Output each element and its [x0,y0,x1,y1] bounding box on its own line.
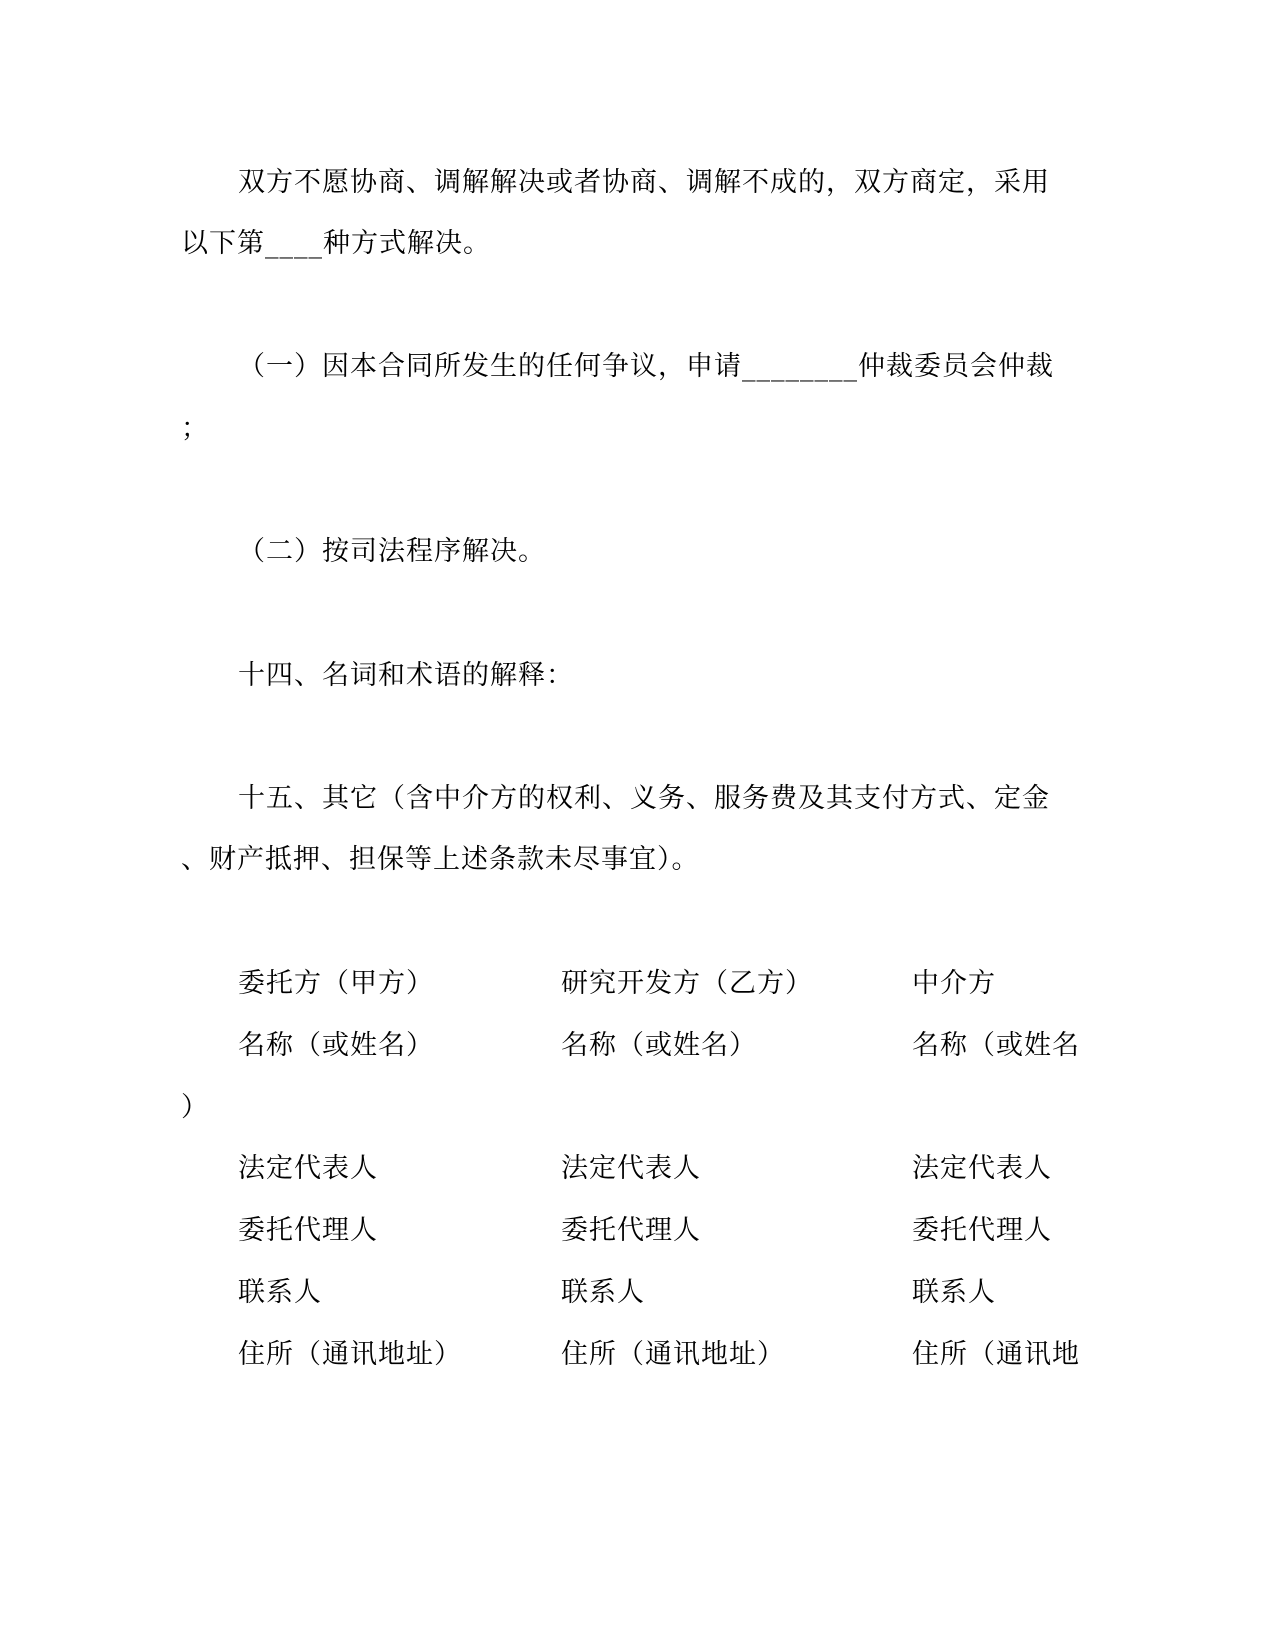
intermediary-legal-rep-label: 法定代表人 [912,1153,1052,1184]
intermediary-address-label: 住所（通讯地 [912,1339,1080,1370]
paragraph-dispute-line2: 以下第____种方式解决。 [181,228,491,259]
section-heading-other-line2: 、财产抵押、担保等上述条款未尽事宜）。 [181,844,700,875]
party-b-legal-rep-label: 法定代表人 [561,1153,701,1184]
party-b-agent-label: 委托代理人 [561,1215,701,1246]
section-heading-terms: 十四、名词和术语的解释： [238,660,574,691]
intermediary-agent-label: 委托代理人 [912,1215,1052,1246]
party-a-contact-label: 联系人 [238,1277,322,1308]
party-a-legal-rep-label: 法定代表人 [238,1153,378,1184]
party-a-name-label: 名称（或姓名） [238,1030,434,1061]
party-b-header: 研究开发方（乙方） [561,968,813,999]
paragraph-arbitration-line1: （一）因本合同所发生的任何争议，申请________仲裁委员会仲裁 [238,351,1054,382]
intermediary-header: 中介方 [912,968,996,999]
name-label-overflow: ） [181,1092,209,1123]
party-b-address-label: 住所（通讯地址） [561,1339,785,1370]
paragraph-judicial: （二）按司法程序解决。 [238,536,546,567]
paragraph-dispute-line1: 双方不愿协商、调解解决或者协商、调解不成的，双方商定，采用 [238,167,1050,198]
party-a-address-label: 住所（通讯地址） [238,1339,462,1370]
party-a-agent-label: 委托代理人 [238,1215,378,1246]
party-a-header: 委托方（甲方） [238,968,434,999]
party-b-name-label: 名称（或姓名） [561,1030,757,1061]
party-b-contact-label: 联系人 [561,1277,645,1308]
paragraph-arbitration-line2: ； [181,413,209,444]
section-heading-other-line1: 十五、其它（含中介方的权利、义务、服务费及其支付方式、定金 [238,783,1050,814]
intermediary-name-label: 名称（或姓名 [912,1030,1080,1061]
intermediary-contact-label: 联系人 [912,1277,996,1308]
